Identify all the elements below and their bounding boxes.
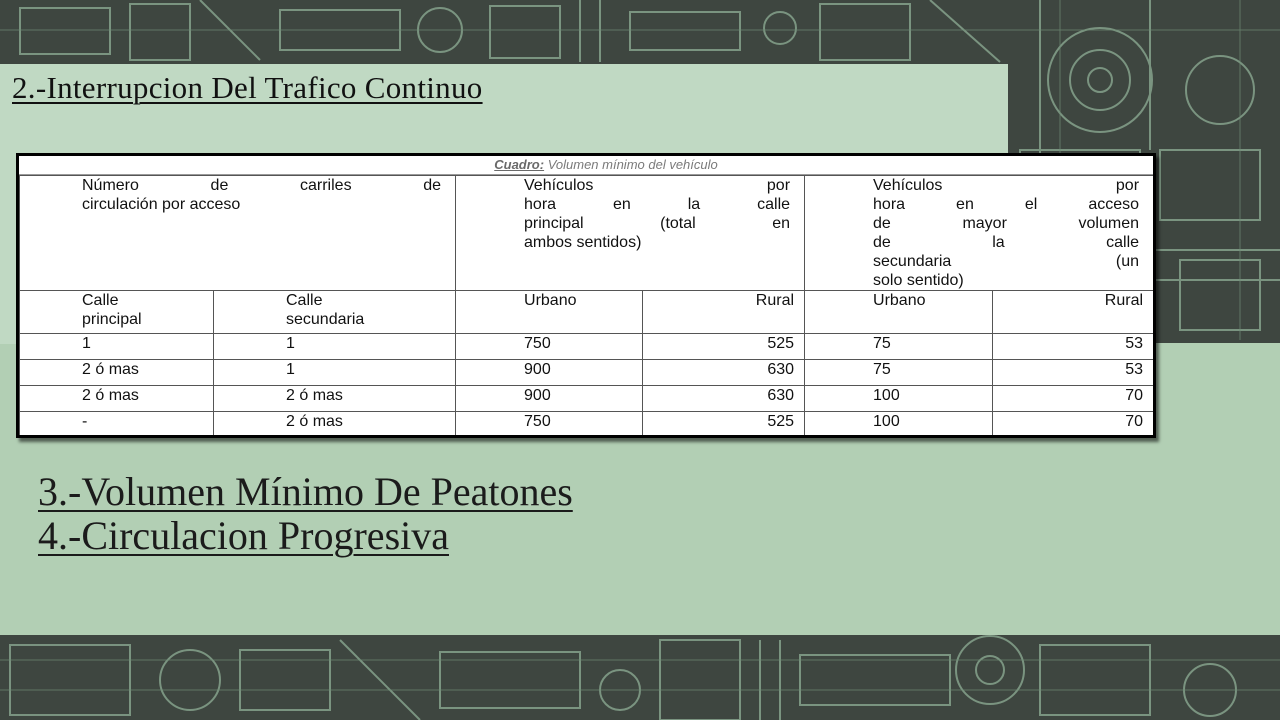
header-main-street: [456, 176, 805, 291]
table-cell: 525: [643, 334, 805, 360]
table-cell: 630: [643, 386, 805, 412]
table-cell: 1: [214, 334, 456, 360]
table-cell: 100: [805, 412, 993, 438]
table-cell: 100: [805, 386, 993, 412]
header-text-line: secundaria (un: [873, 253, 1140, 270]
table-cell: 75: [805, 360, 993, 386]
table-cell: 2 ó mas: [20, 386, 214, 412]
table-cell: 900: [456, 386, 643, 412]
subheader-text-line: principal: [82, 311, 142, 328]
table-cell: 53: [993, 334, 1154, 360]
table-row: [20, 360, 1154, 386]
header-text-line: Vehículos por: [873, 177, 1140, 194]
table-cell: 525: [643, 412, 805, 438]
subheader-text-line: Calle: [82, 292, 119, 309]
link-volumen-minimo-peatones[interactable]: 3.-Volumen Mínimo De Peatones: [38, 469, 573, 514]
caption-text: Volumen mínimo del vehículo: [547, 157, 718, 172]
table-subheader-row: [20, 291, 1154, 334]
subheader-urbano-main: Urbano: [456, 291, 643, 334]
header-text-line: Vehículos por: [524, 177, 791, 194]
table-cell: 1: [214, 360, 456, 386]
header-text-line: Número de carriles de: [82, 177, 442, 194]
table-cell: 70: [993, 412, 1154, 438]
table-cell: 750: [456, 334, 643, 360]
header-minor-street: [805, 176, 1154, 291]
header-text-line: principal (total en: [524, 215, 791, 232]
header-text-line: de mayor volumen: [873, 215, 1140, 232]
table-cell: 750: [456, 412, 643, 438]
subheader-rural-main: Rural: [643, 291, 805, 334]
volume-table-image: [16, 153, 1156, 438]
table-cell: 2 ó mas: [214, 412, 456, 438]
header-text-line: hora en la calle: [524, 196, 791, 213]
table-cell: -: [20, 412, 214, 438]
header-text-line: solo sentido): [873, 272, 964, 289]
header-text-line: hora en el acceso: [873, 196, 1140, 213]
table-row: [20, 334, 1154, 360]
slide-title: 2.-Interrupcion Del Trafico Continuo: [12, 70, 483, 105]
table-cell: 900: [456, 360, 643, 386]
header-lanes: [20, 176, 456, 291]
table-row: [20, 386, 1154, 412]
subheader-urbano-minor: Urbano: [805, 291, 993, 334]
subheader-text-line: Calle: [286, 292, 323, 309]
table-cell: 2 ó mas: [214, 386, 456, 412]
table-header-row: [20, 176, 1154, 291]
subheader-calle-principal: [20, 291, 214, 334]
subheader-rural-minor: Rural: [993, 291, 1154, 334]
link-circulacion-progresiva[interactable]: 4.-Circulacion Progresiva: [38, 513, 449, 558]
topic-links: [38, 470, 573, 558]
table-cell: 53: [993, 360, 1154, 386]
subheader-text-line: secundaria: [286, 311, 365, 328]
table-cell: 2 ó mas: [20, 360, 214, 386]
table-cell: 630: [643, 360, 805, 386]
header-text-line: de la calle: [873, 234, 1140, 251]
subheader-calle-secundaria: [214, 291, 456, 334]
table-cell: 1: [20, 334, 214, 360]
table-caption: [19, 156, 1153, 175]
caption-key: Cuadro:: [494, 157, 545, 172]
volume-table: [19, 175, 1154, 438]
table-cell: 75: [805, 334, 993, 360]
table-cell: 70: [993, 386, 1154, 412]
table-row: [20, 412, 1154, 438]
header-text-line: ambos sentidos): [524, 234, 642, 251]
header-text-line: circulación por acceso: [82, 196, 241, 213]
